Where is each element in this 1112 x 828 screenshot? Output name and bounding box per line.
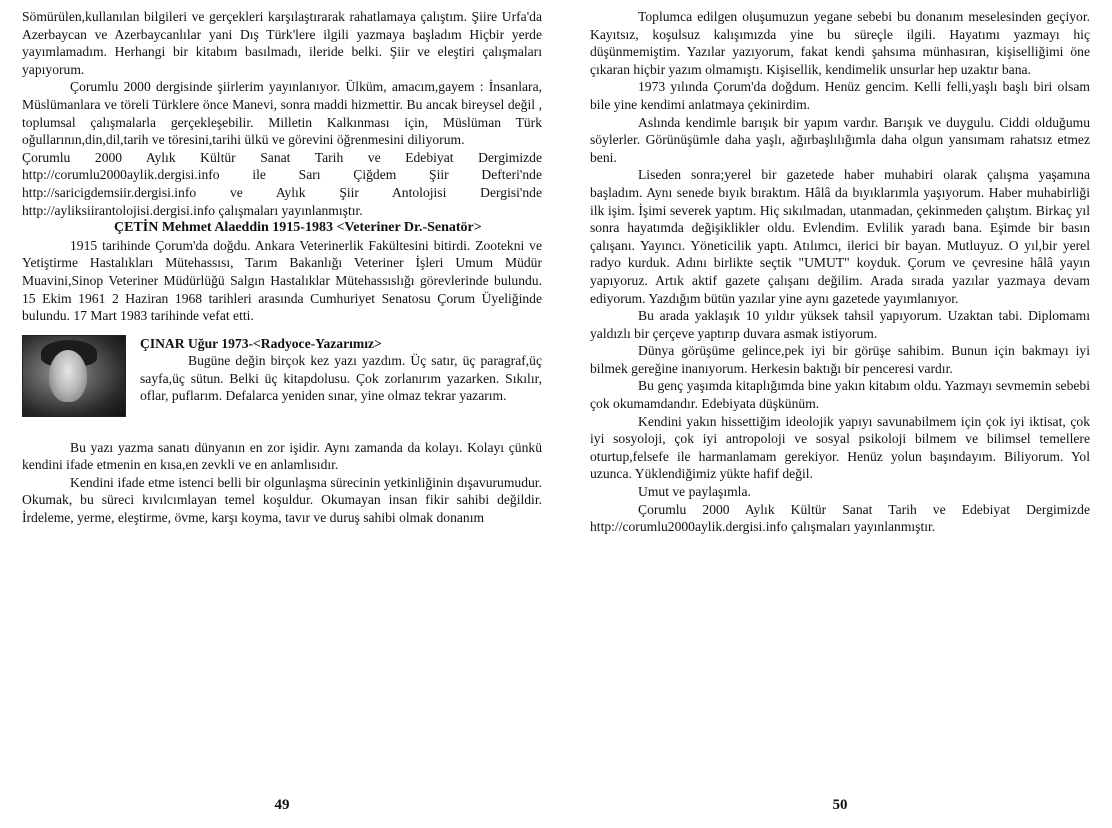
after-paragraph-1: Bu yazı yazma sanatı dünyanın en zor işidir. Aynı zamanda da kolayı. Kolayı çünkü kendini ifade etmenin en kısa,en zevkli ve en anlamlısıdır. — [22, 439, 542, 473]
after-paragraph-2: Kendini ifade etme istenci belli bir olgunlaşma sürecinin yetkinliğinin dışavurumudur. Okumak, bu süreci kıvılcımlayan temel koşuldur. Okumayan insan fikir sahibi değildir. İrdeleme, yerme, eleştirme, övme, karşı koyma, tavır ve duruş sahibi olmak donanım — [22, 474, 542, 526]
right-paragraph-5: Bu arada yaklaşık 10 yıldır yüksek tahsil yapıyorum. Uzaktan tabi. Diplomamı yaldızlı bir çerçeve yaptırıp duvara asmak istiyorum. — [590, 308, 1090, 341]
intro-paragraph-1: Sömürülen,kullanılan bilgileri ve gerçekleri karşılaştırarak rahatlamaya çalıştım. Şiire Urfa'da Azerbaycan ve Azerbaycanlılar yani Dış Türk'lere ilgili yazmaya başladım Hiçbir yerde yayımlamadım. Herhangi bir kitabım basılmadı, ileride belki. Şiir ve eleştiri çalışmaları yapıyorum. — [22, 9, 542, 77]
right-page — [590, 8, 1090, 820]
page-number-left: 49 — [274, 797, 290, 813]
cinar-bio-text — [140, 335, 542, 405]
left-page — [22, 8, 542, 820]
right-paragraph-4: Liseden sonra;yerel bir gazetede haber muhabiri olarak çalışma yaşamına başladım. Aynı senede bıyık bıraktım. Hâlâ da bıyıklarımla yaşıyorum. Haber muhabirliği ilk işim. İşimi severek yaptım. Hiç sıkılmadan, utanmadan, çekinmeden çalıştım. Birkaç yıl sonra hayatımda değişiklikler oldu. Evlendim. Evlilik yaradı bana. Eşimde bir basın çalışanı. Yayıncı. Yöneticilik yaptı. Atılımcı, ilerici bir bayan. Mutluyuz. O yıl,bir yerel radyo kurduk. Adını birlikte seçtik "UMUT" koyduk. Çorum ve çevresine hâlâ yayın yapıyoruz. Artık aktif gazete çalışanı değilim. Arada sırada yazılar yazmaya devam ediyorum. Yazdığım bütün yazılar yine aynı gazetede yayımlanıyor. — [590, 167, 1090, 306]
right-paragraph-7: Bu genç yaşımda kitaplığımda bine yakın kitabım oldu. Yazmayı sevmemin sebebi çok okumamdandır. Edebiyata düşkünüm. — [590, 378, 1090, 412]
cetin-text: 1915 tarihinde Çorum'da doğdu. Ankara Veterinerlik Fakültesini bitirdi. Zootekni ve Yetiştirme Hastalıkları Mütehassısı, Tarım Bakanlığı Veteriner İşleri Umum Müdür Muavini,Sinop Veteriner Müdürlüğü Salgın Hastalıklar Mütehassıslığı görevlerinde bulundu. 15 Ekim 1961 2 Haziran 1968 tarihleri arasında Cumhuriyet Senatosu Çorum Üyeliğinde bulundu. 17 Mart 1983 tarihinde vefat etti. — [22, 237, 542, 324]
cinar-heading: ÇINAR Uğur 1973-<Radyoce-Yazarımız> — [140, 335, 382, 351]
right-paragraph-6: Dünya görüşüme gelince,pek iyi bir görüşe sahibim. Bunun için bakmayı iyi bilmek gereğine inanıyorum. Herkesin baktığı bir penceresi vardır. — [590, 343, 1090, 376]
page-number-right: 50 — [832, 797, 848, 813]
right-paragraph-1: Toplumca edilgen oluşumuzun yegane sebebi bu donanım meselesinden geçiyor. Kayıtsız, koşulsuz kalışımızda yine bu süreçle ilgili. Hayatımı yazmayı hiç düşünmemiştim. Yazılar yazıyorum, fakat kendi şahsıma münhasıran, kişiselliğimi öne çıkaran hiçbir yazım olmamıştı. Kişisellik, kendimelik unsurlar hep uzaktır bana. — [590, 9, 1090, 77]
right-paragraph-8: Kendini yakın hissettiğim ideolojik yapıyı savunabilmem için çok iyi iktisat, çok iyi sosyoloji, çok iyi antropoloji ve sosyal psikoloji bilmem ve bilimsel temellere oturtup,felsefe ile harmanlamam gerekiyor. Henüz yolun başındayım. Biliyorum. Yol uzunca. Yüklendiğimiz yükte hafif değil. — [590, 413, 1090, 482]
right-body — [590, 8, 1090, 536]
cinar-text: Bugüne değin birçok kez yazı yazdım. Üç satır, üç paragraf,üç sayfa,üç sütun. Belki üç kitapdolusu. Çok zorlanırım yazarken. Sıkılır, oflar, puflarım. Defalarca yeniden sınar, yine olmaz tekrar yazarım. — [140, 353, 542, 404]
intro-paragraph-3: Çorumlu 2000 Aylık Kültür Sanat Tarih ve Edebiyat Dergimizde http://corumlu2000aylik.dergisi.info ile Sarı Çiğdem Şiir Defteri'nde http://saricigdemsiir.dergisi.info ve Aylık Şiir Antolojisi Dergisi'nde http://ayliksiirantolojisi.dergisi.info çalışmaları yayınlanmıştır. — [22, 149, 542, 218]
intro-paragraph-2: Çorumlu 2000 dergisinde şiirlerim yayınlanıyor. Ülküm, amacım,gayem : İnsanlara, Müslümanlara ve töreli Türklere önce Manevi, sonra maddi hizmettir. Bu ancak bireysel değil , toplumsal çalışmalarla gerçekleşebilir. Milletin Kalkınması için, Müslüman Türk oğullarının,din,dil,tarih ve töresini,tarihi ülkü ve görevini öğrenmesini diliyorum. — [22, 79, 542, 148]
right-paragraph-2: 1973 yılında Çorum'da doğdum. Henüz gencim. Kelli felli,yaşlı başlı biri olsam bile yine kendimi anlatmaya çekinirdim. — [590, 79, 1090, 112]
right-paragraph-9: Umut ve paylaşımla. — [638, 484, 751, 500]
left-body — [22, 8, 542, 527]
right-paragraph-3: Aslında kendimle barışık bir yapım vardır. Barışık ve duygulu. Ciddi olduğumu söylerler. Görünüşümle daha yaşlı, ağırbaşlılığımla daha olgun yansımam rahatsız etmez beni. — [590, 114, 1090, 165]
cetin-heading: ÇETİN Mehmet Alaeddin 1915-1983 <Veteriner Dr.-Senatör> — [114, 220, 482, 236]
cinar-bio — [22, 335, 542, 439]
author-photo — [22, 335, 126, 417]
photo-face — [49, 350, 87, 402]
right-paragraph-10: Çorumlu 2000 Aylık Kültür Sanat Tarih ve Edebiyat Dergimizde http://corumlu2000aylik.dergisi.info çalışmaları yayınlanmıştır. — [590, 501, 1090, 535]
